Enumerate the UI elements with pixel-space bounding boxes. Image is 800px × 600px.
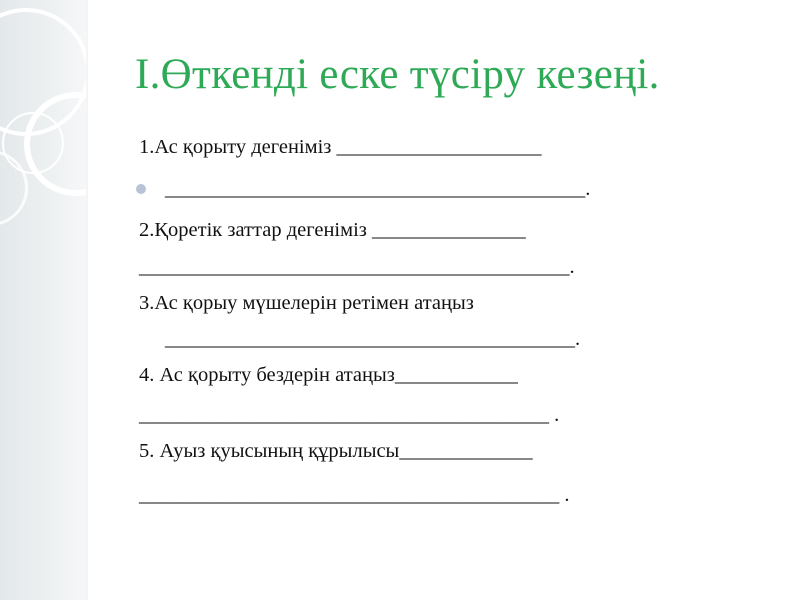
question-4-line: 4. Ас қорыту бездерін атаңыз____________ [139,364,518,386]
answer-blank-1: _________________________________________. [165,178,591,200]
answer-blank-5: _________________________________________ . [139,484,570,506]
question-1-line: 1.Ас қорыту дегеніміз ____________________ [139,136,542,158]
answer-blank-4: ________________________________________ . [139,404,560,426]
side-band-edge [86,0,88,600]
answer-blank-2: __________________________________________. [139,256,575,278]
slide-title: І.Өткенді еске түсіру кезеңі. [135,51,660,98]
question-2-line: 2.Қоретік заттар дегеніміз _______________ [139,219,526,241]
decorative-side-band [0,0,88,600]
question-3-line: 3.Ас қорыу мүшелерін ретімен атаңыз [139,292,474,314]
answer-blank-3: ________________________________________. [165,328,581,350]
question-5-line: 5. Ауыз қуысының құрылысы_____________ [139,440,533,462]
bullet-point [136,184,146,194]
